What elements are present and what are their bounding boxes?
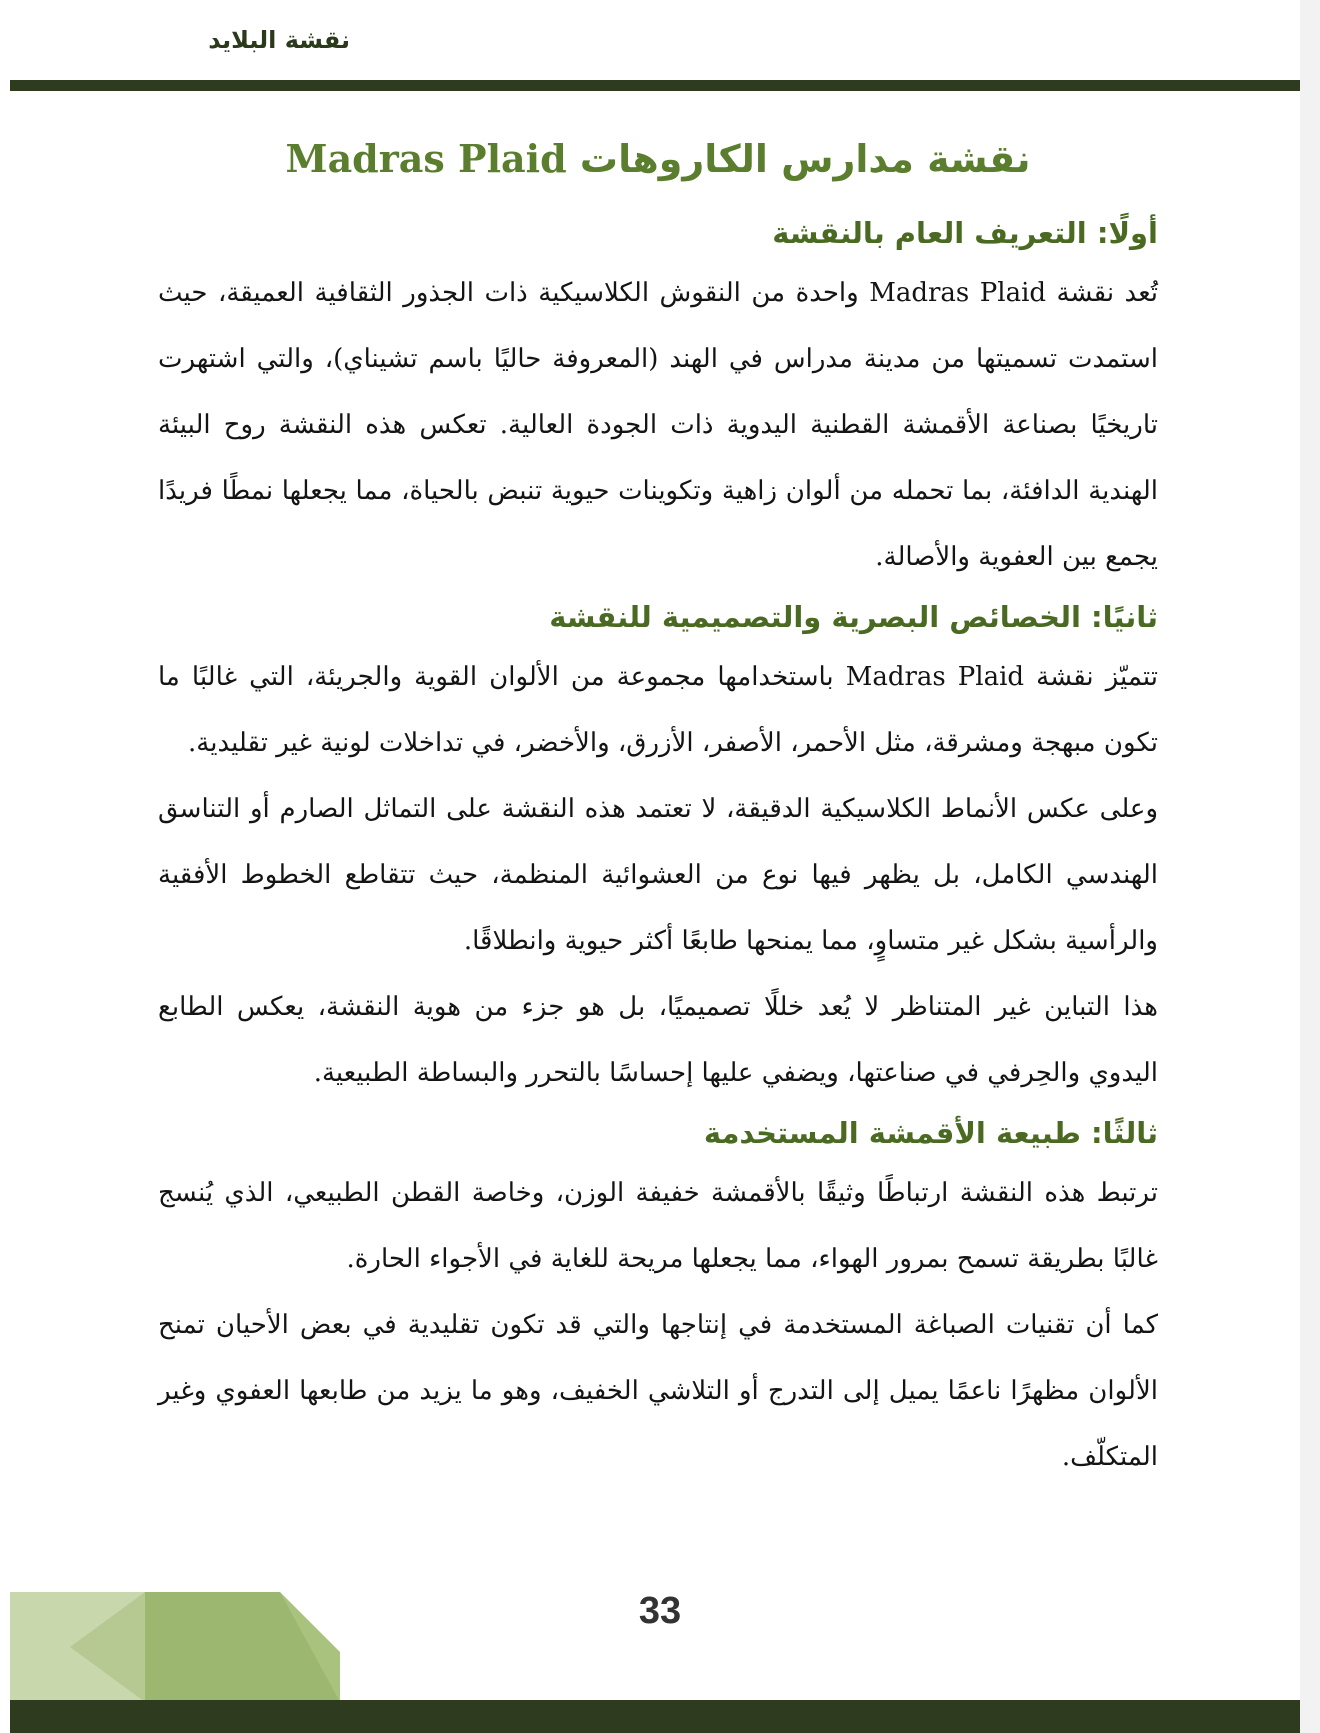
- page-edge-strip: [1300, 0, 1320, 1733]
- title-arabic: نقشة مدارس الكاروهات: [579, 137, 1031, 181]
- paragraph: ترتبط هذه النقشة ارتباطًا وثيقًا بالأقمشة خفيفة الوزن، وخاصة القطن الطبيعي، الذي يُنسج غالبًا بطريقة تسمح بمرور الهواء، مما يجعلها مريحة للغاية في الأجواء الحارة.: [158, 1178, 1158, 1274]
- paragraph: وعلى عكس الأنماط الكلاسيكية الدقيقة، لا تعتمد هذه النقشة على التماثل الصارم أو التناسق الهندسي الكامل، بل يظهر فيها نوع من العشوائية المنظمة، حيث تتقاطع الخطوط الأفقية والرأسية بشكل غير متساوٍ، مما يمنحها طابعًا أكثر حيوية وانطلاقًا.: [158, 794, 1158, 956]
- section-heading: ثالثًا: طبيعة الأقمشة المستخدمة: [703, 1116, 1158, 1150]
- footer-bar: [10, 1700, 1300, 1733]
- footer-decoration: [10, 1592, 340, 1702]
- title-english: Madras Plaid: [285, 136, 567, 181]
- section-definition: [158, 206, 1158, 590]
- section-fabrics: [158, 1106, 1158, 1490]
- section-visual-characteristics: [158, 590, 1158, 1106]
- page-body: [158, 130, 1158, 1490]
- paragraph: هذا التباين غير المتناظر لا يُعد خللًا تصميميًا، بل هو جزء من هوية النقشة، يعكس الطابع اليدوي والحِرفي في صناعتها، ويضفي عليها إحساسًا بالتحرر والبساطة الطبيعية.: [158, 992, 1158, 1088]
- running-header: نقشة البلايد: [208, 26, 350, 54]
- header-rule: [10, 80, 1300, 91]
- page-number: 33: [638, 1590, 682, 1632]
- paragraph: كما أن تقنيات الصباغة المستخدمة في إنتاجها والتي قد تكون تقليدية في بعض الأحيان تمنح الألوان مظهرًا ناعمًا يميل إلى التدرج أو التلاشي الخفيف، وهو ما يزيد من طابعها العفوي وغير المتكلّف.: [158, 1310, 1158, 1472]
- section-heading: أولًا: التعريف العام بالنقشة: [772, 216, 1158, 250]
- page-title: [158, 130, 1158, 188]
- paragraph: تُعد نقشة Madras Plaid واحدة من النقوش الكلاسيكية ذات الجذور الثقافية العميقة، حيث استمدت تسميتها من مدينة مدراس في الهند (المعروفة حاليًا باسم تشيناي)، والتي اشتهرت تاريخيًا بصناعة الأقمشة القطنية اليدوية ذات الجودة العالية. تعكس هذه النقشة روح البيئة الهندية الدافئة، بما تحمله من ألوان زاهية وتكوينات حيوية تنبض بالحياة، مما يجعلها نمطًا فريدًا يجمع بين العفوية والأصالة.: [158, 278, 1158, 572]
- section-heading: ثانيًا: الخصائص البصرية والتصميمية للنقشة: [549, 600, 1158, 634]
- paragraph: تتميّز نقشة Madras Plaid باستخدامها مجموعة من الألوان القوية والجريئة، التي غالبًا ما تكون مبهجة ومشرقة، مثل الأحمر، الأصفر، الأزرق، والأخضر، في تداخلات لونية غير تقليدية.: [158, 662, 1159, 758]
